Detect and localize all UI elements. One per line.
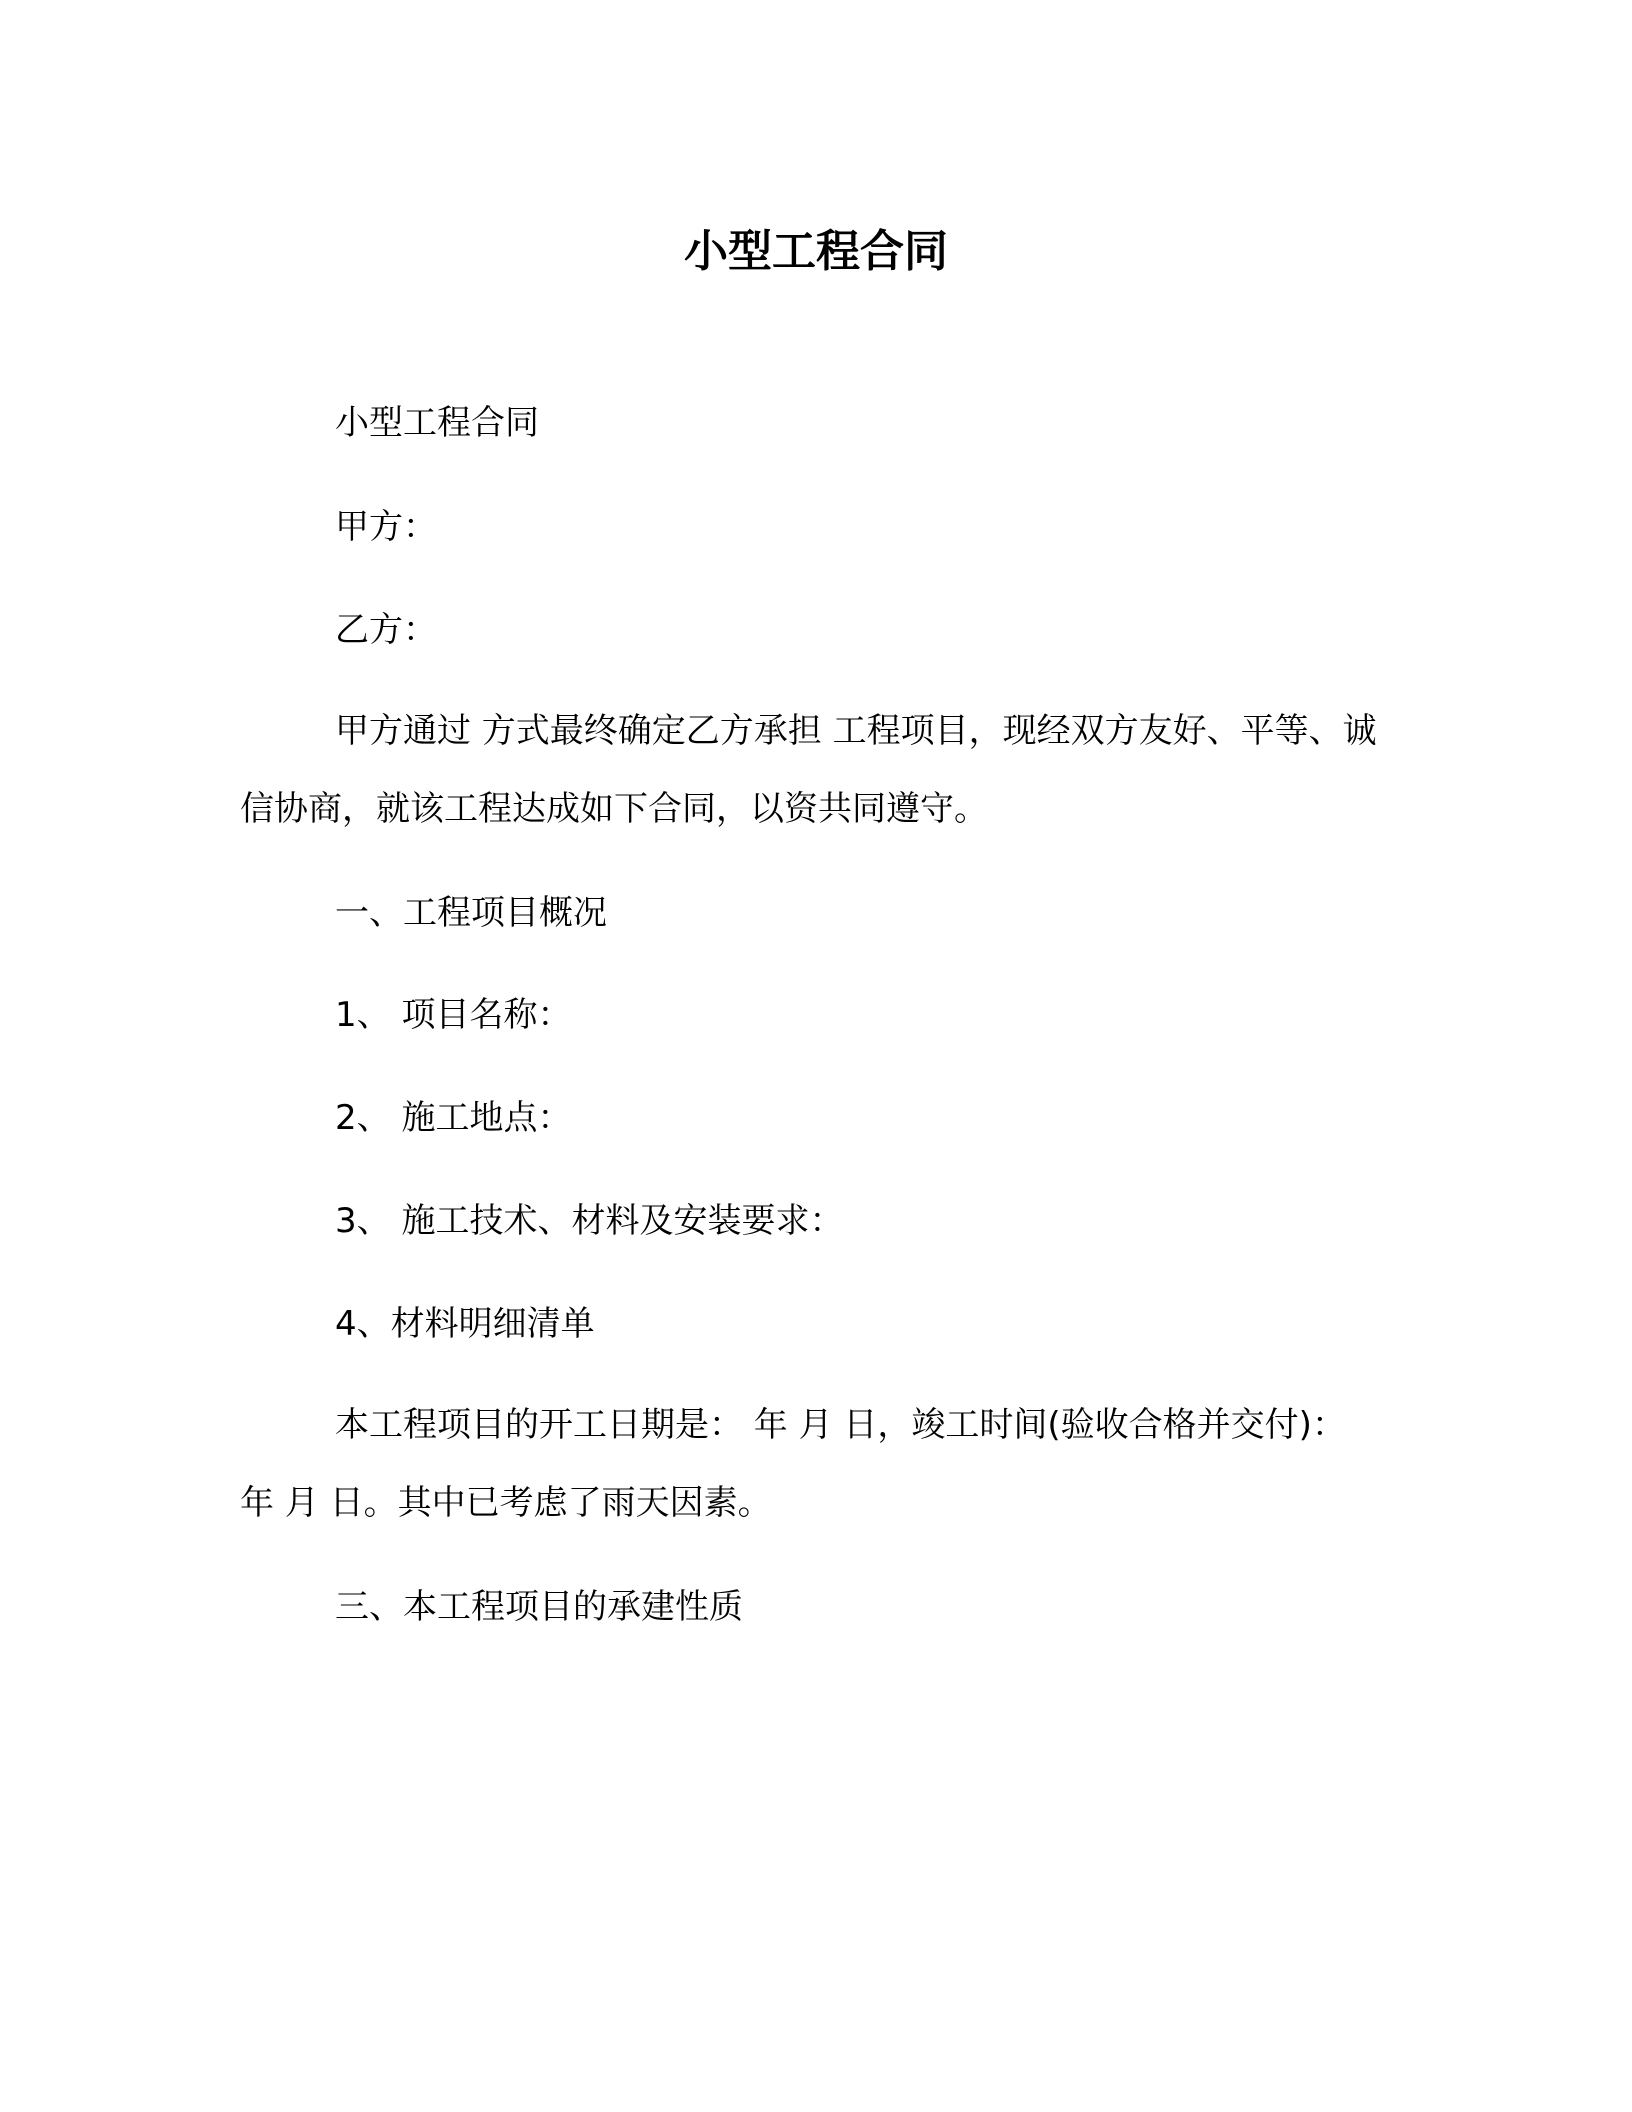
item-project-name: 1、 项目名称： (335, 995, 572, 1035)
section-3-heading: 三、本工程项目的承建性质 (335, 1587, 743, 1627)
item-technical-requirements: 3、 施工技术、材料及安装要求： (335, 1201, 844, 1241)
item-construction-site: 2、 施工地点： (335, 1098, 572, 1138)
item-materials-list: 4、材料明细清单 (335, 1304, 595, 1344)
party-a-line: 甲方： (335, 507, 437, 547)
party-b-line: 乙方： (335, 610, 437, 650)
document-title: 小型工程合同 (684, 226, 948, 277)
intro-paragraph: 甲方通过 方式最终确定乙方承担 工程项目，现经双方友好、平等、诚信协商，就该工程达成如下合同，以资共同遵守。 (240, 711, 1377, 829)
section-1-heading: 一、工程项目概况 (335, 893, 607, 933)
subtitle: 小型工程合同 (335, 403, 539, 443)
schedule-paragraph: 本工程项目的开工日期是： 年 月 日，竣工时间(验收合格并交付)： 年 月 日。其中已考虑了雨天因素。 (240, 1405, 1346, 1523)
